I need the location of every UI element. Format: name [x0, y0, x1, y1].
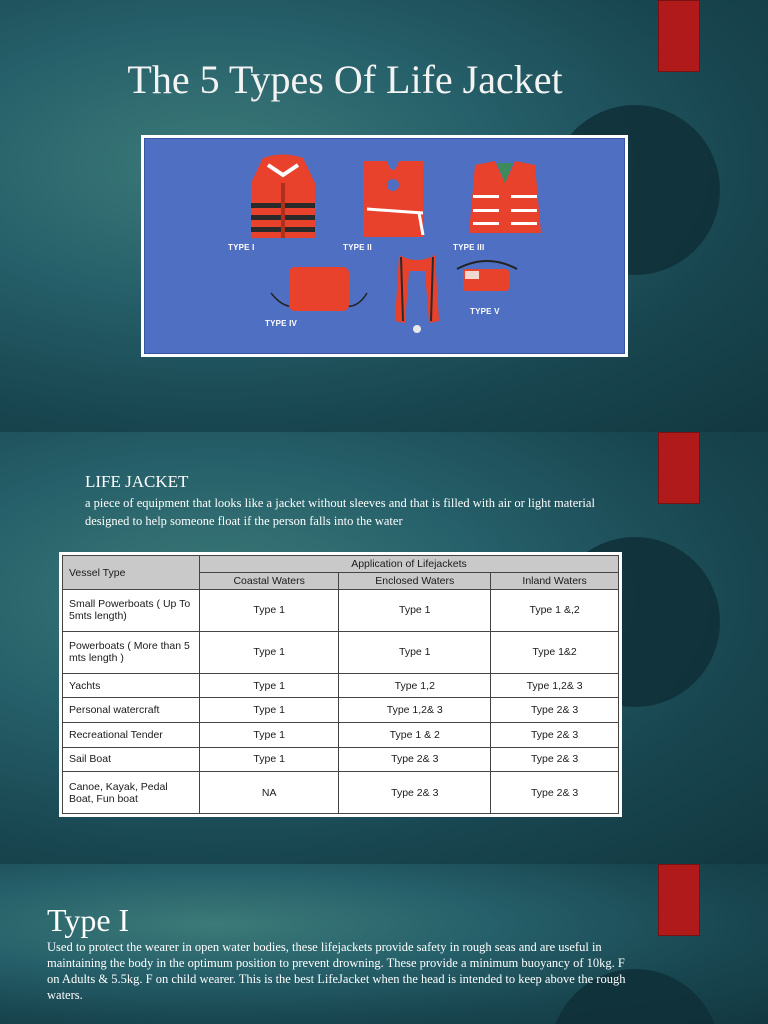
table-cell: Type 1,2& 3	[339, 698, 491, 723]
red-accent-bar	[658, 864, 700, 936]
vessel-cell: Personal watercraft	[63, 698, 200, 723]
type-5-beltpack-icon	[455, 255, 519, 301]
type-2-label: TYPE II	[343, 243, 372, 252]
type-1-description: Used to protect the wearer in open water bodies, these lifejackets provide safety in rough seas and are useful in maintaining the body in the optimum position to prevent drowning. These provide a minimum buoyancy of 10kg. F on Adults & 5.5kg. F on child wearer. This is the best LifeJacket when the head is intended to keep above the rough waters.	[47, 940, 626, 1002]
table-cell: Type 1	[339, 631, 491, 673]
table-cell: Type 1 & 2	[339, 722, 491, 747]
type-5-label: TYPE V	[470, 307, 500, 316]
life-jacket-illustration	[145, 139, 624, 353]
slide-2	[0, 432, 768, 864]
column-header: Coastal Waters	[200, 573, 339, 590]
table-cell: Type 2& 3	[491, 698, 619, 723]
table-cell: Type 1	[200, 673, 339, 698]
table-cell: Type 1 &,2	[491, 590, 619, 632]
red-accent-bar	[658, 432, 700, 504]
type-3-label: TYPE III	[453, 243, 485, 252]
table-row	[63, 631, 619, 673]
life-jacket-definition: a piece of equipment that looks like a jacket without sleeves and that is filled with air or light material designed to help someone float if the person falls into the water	[85, 496, 595, 528]
table-cell: Type 1	[200, 747, 339, 772]
table-row	[63, 590, 619, 632]
slide-1	[0, 0, 768, 432]
table-cell: Type 1	[200, 631, 339, 673]
vessel-type-header: Vessel Type	[63, 556, 200, 590]
type-2-jacket-icon	[357, 159, 429, 241]
life-jacket-types-image	[141, 135, 628, 357]
type-5-inflatable-icon	[385, 251, 449, 337]
table-cell: Type 1,2	[339, 673, 491, 698]
column-header: Inland Waters	[491, 573, 619, 590]
type-3-jacket-icon	[467, 159, 543, 237]
table-row	[63, 722, 619, 747]
table-row	[63, 772, 619, 814]
vessel-cell: Canoe, Kayak, Pedal Boat, Fun boat	[63, 772, 200, 814]
table-cell: Type 1,2& 3	[491, 673, 619, 698]
table-row	[63, 673, 619, 698]
table-cell: Type 2& 3	[339, 772, 491, 814]
table-cell: Type 1	[200, 722, 339, 747]
table-row	[63, 747, 619, 772]
type-4-cushion-icon	[267, 263, 371, 317]
application-table	[62, 555, 619, 814]
table-cell: Type 1	[200, 590, 339, 632]
vessel-cell: Small Powerboats ( Up To 5mts length)	[63, 590, 200, 632]
vessel-cell: Sail Boat	[63, 747, 200, 772]
slide-title: The 5 Types Of Life Jacket	[127, 57, 563, 102]
table-cell: Type 2& 3	[491, 772, 619, 814]
table-cell: Type 1	[339, 590, 491, 632]
life-jacket-heading: LIFE JACKET	[85, 472, 189, 491]
table-cell: Type 1	[200, 698, 339, 723]
lifejacket-application-table	[59, 552, 622, 817]
vessel-cell: Yachts	[63, 673, 200, 698]
table-row	[63, 698, 619, 723]
table-cell: Type 1&2	[491, 631, 619, 673]
type-1-heading: Type I	[47, 902, 130, 938]
table-cell: Type 2& 3	[491, 747, 619, 772]
vessel-cell: Powerboats ( More than 5 mts length )	[63, 631, 200, 673]
column-header: Enclosed Waters	[339, 573, 491, 590]
slide-3	[0, 864, 768, 1024]
type-1-jacket-icon	[243, 153, 323, 243]
table-cell: NA	[200, 772, 339, 814]
type-1-label: TYPE I	[228, 243, 255, 252]
table-cell: Type 2& 3	[491, 722, 619, 747]
application-group-header: Application of Lifejackets	[200, 556, 619, 573]
type-4-label: TYPE IV	[265, 319, 298, 328]
vessel-cell: Recreational Tender	[63, 722, 200, 747]
table-cell: Type 2& 3	[339, 747, 491, 772]
